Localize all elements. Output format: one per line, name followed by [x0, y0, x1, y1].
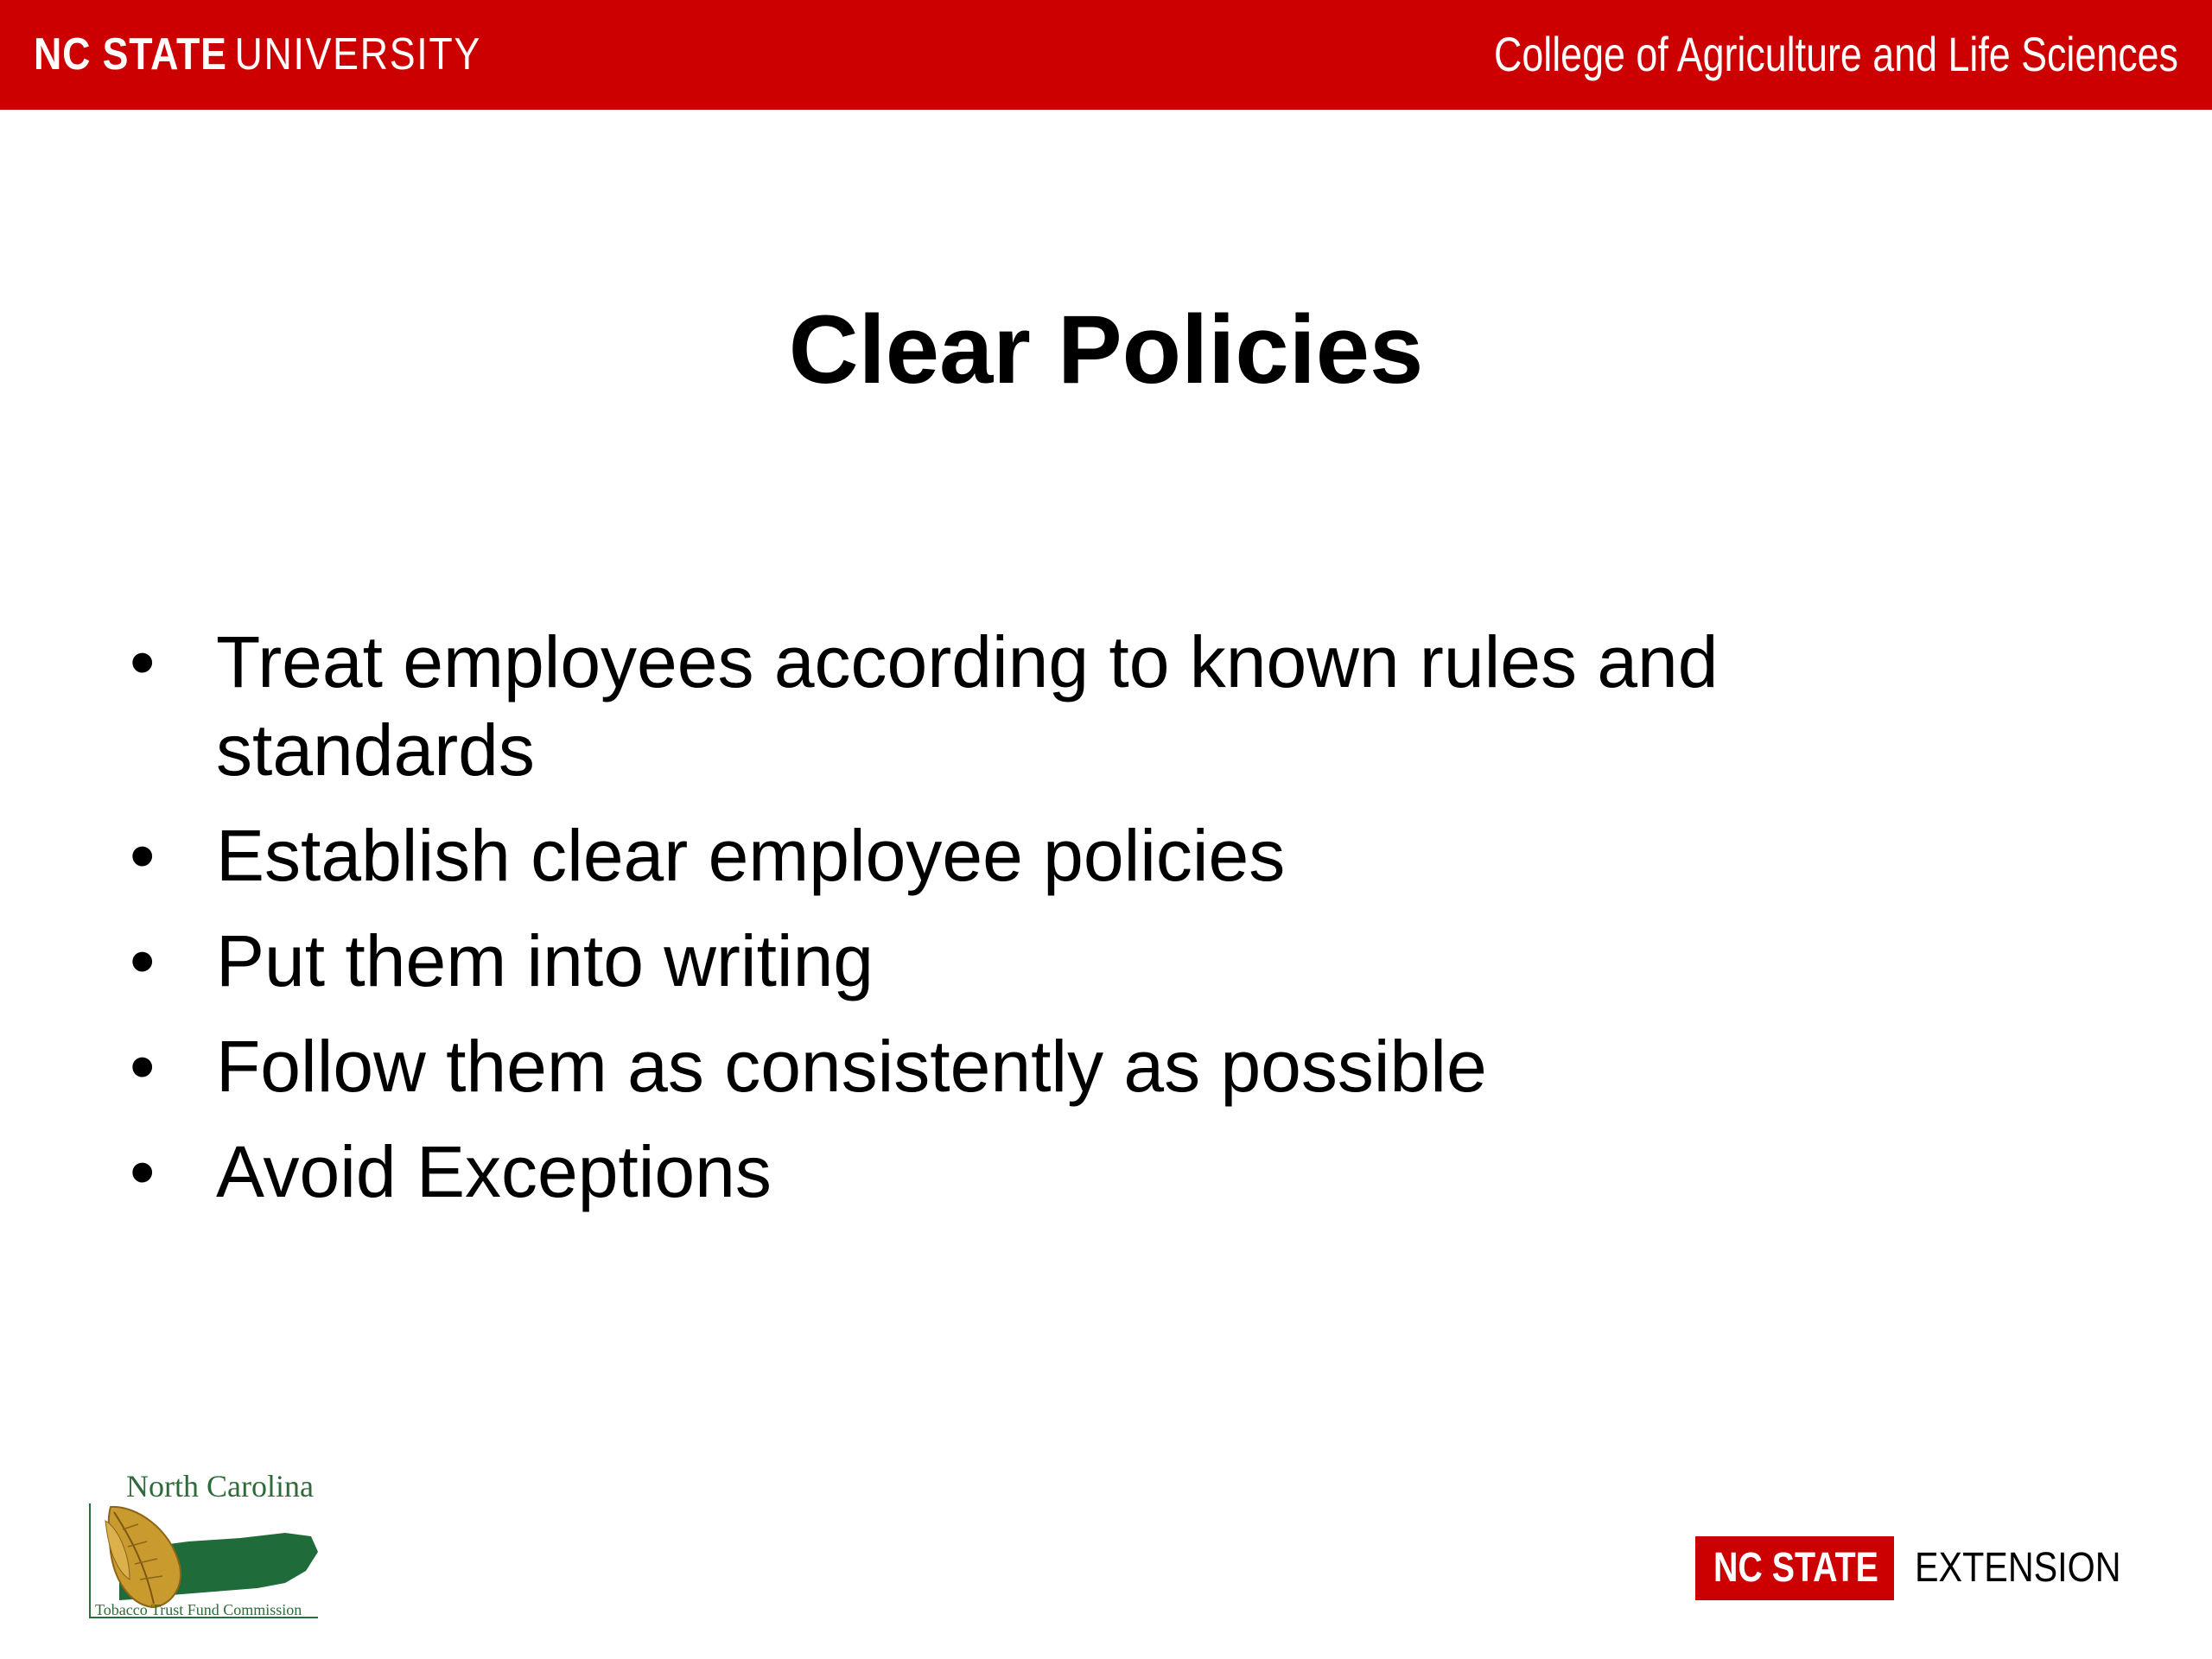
- college-name: College of Agriculture and Life Sciences: [1494, 27, 2178, 81]
- bullet-text: Establish clear employee policies: [216, 815, 1286, 896]
- ncsu-wordmark: [34, 24, 481, 85]
- bullet-dot: •: [130, 815, 156, 896]
- extension-word: EXTENSION: [1915, 1545, 2121, 1591]
- tobacco-trust-fund-logo: [85, 1469, 327, 1624]
- bullet-text: Treat employees according to known rules and standards: [216, 621, 1719, 791]
- extension-badge: [1695, 1536, 1894, 1600]
- bullet-text: Avoid Exceptions: [216, 1131, 772, 1212]
- bullet-item: [130, 811, 1858, 899]
- bullet-item: [130, 1128, 1858, 1216]
- header-bar: [0, 0, 2212, 110]
- bullet-dot: •: [130, 920, 156, 1001]
- bullet-dot: •: [130, 621, 156, 702]
- bullet-dot: •: [130, 1131, 156, 1212]
- bullet-text: Follow them as consistently as possible: [216, 1026, 1487, 1107]
- logo-state-name: North Carolina: [126, 1469, 314, 1503]
- bullet-item: [130, 618, 1858, 794]
- bullet-dot: •: [130, 1026, 156, 1107]
- brand-bold: NC STATE: [34, 29, 227, 79]
- bullet-list: [130, 618, 1858, 1233]
- bullet-item: [130, 1022, 1858, 1110]
- bullet-item: [130, 917, 1858, 1005]
- brand-light: UNIVERSITY: [234, 29, 482, 79]
- bullet-text: Put them into writing: [216, 920, 874, 1001]
- logo-org-name: Tobacco Trust Fund Commission: [95, 1601, 302, 1618]
- extension-badge-text: NC STATE: [1713, 1545, 1878, 1591]
- slide-title: Clear Policies: [788, 296, 1424, 404]
